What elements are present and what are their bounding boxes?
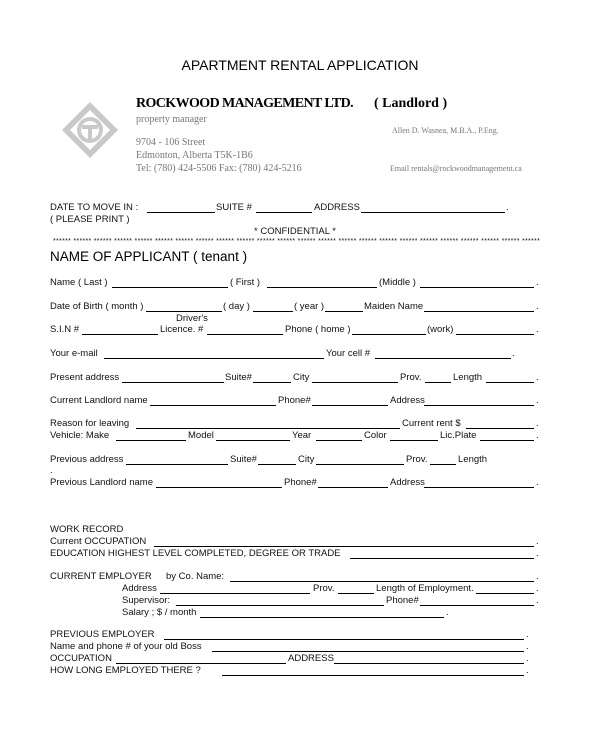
dob-month-label: Date of Birth ( month ) <box>50 301 144 312</box>
company-role: ( Landlord ) <box>374 96 448 111</box>
contact-email: Email rentals@rockwoodmanagement.ca <box>390 164 522 173</box>
current-rent-field[interactable] <box>466 428 534 429</box>
sin-label: S.I.N # <box>50 324 80 335</box>
company-address-line1: 9704 - 106 Street <box>136 137 206 148</box>
line-end-dot: . <box>536 583 539 594</box>
vehicle-plate-label: Lic.Plate <box>440 430 477 441</box>
line-end-dot: . <box>536 372 539 383</box>
present-address-label: Present address <box>50 372 120 383</box>
dob-year-label: ( year ) <box>294 301 325 312</box>
sin-field[interactable] <box>82 334 158 335</box>
move-in-address-field[interactable] <box>361 212 505 213</box>
name-middle-label: (Middle ) <box>379 277 416 288</box>
drivers-label: Driver's <box>176 313 208 324</box>
vehicle-model-field[interactable] <box>216 440 290 441</box>
cell-field[interactable] <box>375 358 511 359</box>
licence-label: Licence. # <box>160 324 204 335</box>
confidential-label: * CONFIDENTIAL * <box>254 226 336 237</box>
line-end-dot: . <box>536 418 539 429</box>
present-prov-label: Prov. <box>400 372 422 383</box>
prev-landlord-label: Previous Landlord name <box>50 477 153 488</box>
vehicle-make-label: Vehicle: Make <box>50 430 110 441</box>
prev-landlord-phone-field[interactable] <box>318 487 388 488</box>
prev-address-label: Previous address <box>50 454 124 465</box>
previous-employer-field[interactable] <box>164 639 524 640</box>
length-employment-field[interactable] <box>476 593 534 594</box>
vehicle-color-field[interactable] <box>390 440 438 441</box>
old-boss-field[interactable] <box>212 651 524 652</box>
prev-landlord-field[interactable] <box>156 487 282 488</box>
landlord-phone-field[interactable] <box>312 405 388 406</box>
prev-occupation-field[interactable] <box>116 663 286 664</box>
phone-home-label: Phone ( home ) <box>285 324 351 335</box>
education-field[interactable] <box>350 558 534 559</box>
line-end-dot: . <box>526 653 529 664</box>
prev-city-field[interactable] <box>316 464 404 465</box>
name-last-field[interactable] <box>112 287 228 288</box>
prev-suite-field[interactable] <box>258 464 296 465</box>
employer-phone-field[interactable] <box>420 605 534 606</box>
how-long-label: HOW LONG EMPLOYED THERE ? <box>50 665 201 676</box>
move-in-date-label: DATE TO MOVE IN : <box>50 202 139 213</box>
prev-occupation-label: OCCUPATION <box>50 653 112 664</box>
phone-work-label: (work) <box>427 324 454 335</box>
vehicle-color-label: Color <box>364 430 387 441</box>
line-end-dot: . <box>50 465 53 476</box>
prev-landlord-address-label: Address <box>390 477 425 488</box>
supervisor-field[interactable] <box>176 605 384 606</box>
line-end-dot: . <box>526 629 529 640</box>
cell-label: Your cell # <box>326 348 371 359</box>
licence-field[interactable] <box>207 334 283 335</box>
logo-diamond-icon <box>61 101 119 159</box>
line-end-dot: . <box>536 595 539 606</box>
line-end-dot: . <box>526 641 529 652</box>
phone-work-field[interactable] <box>456 334 534 335</box>
present-prov-field[interactable] <box>425 382 451 383</box>
present-city-label: City <box>293 372 310 383</box>
employer-prov-label: Prov. <box>313 583 335 594</box>
vehicle-plate-field[interactable] <box>480 440 534 441</box>
old-boss-label: Name and phone # of your old Boss <box>50 641 202 652</box>
line-end-dot: . <box>536 571 539 582</box>
prev-landlord-address-field[interactable] <box>424 487 534 488</box>
name-middle-field[interactable] <box>420 287 534 288</box>
length-employment-label: Length of Employment. <box>376 583 474 594</box>
current-employer-label: CURRENT EMPLOYER <box>50 571 152 582</box>
line-end-dot: . <box>536 277 539 288</box>
salary-label: Salary ; $ / month <box>122 607 197 618</box>
vehicle-year-field[interactable] <box>316 440 362 441</box>
education-label: EDUCATION HIGHEST LEVEL COMPLETED, DEGREE OR TRADE <box>50 548 341 559</box>
prev-prov-field[interactable] <box>430 464 456 465</box>
dob-month-field[interactable] <box>146 311 222 312</box>
line-end-dot: . <box>506 202 509 213</box>
line-end-dot: . <box>536 536 539 547</box>
landlord-address-label: Address <box>390 395 425 406</box>
landlord-phone-label: Phone# <box>278 395 311 406</box>
dob-year-field[interactable] <box>325 311 363 312</box>
star-separator: ****** ****** ****** ****** ****** ****** ****** ****** ****** ****** ****** ****** ****** ****** ****** ****** ****** ****** ****** ****** ****** ****** ****** ****** <box>53 238 541 245</box>
move-in-suite-field[interactable] <box>256 212 312 213</box>
vehicle-model-label: Model <box>188 430 214 441</box>
prev-prov-label: Prov. <box>406 454 428 465</box>
line-end-dot: . <box>512 348 515 359</box>
present-city-field[interactable] <box>312 382 398 383</box>
company-address-line2: Edmonton, Alberta T5K-1B6 <box>136 150 253 161</box>
line-end-dot: . <box>536 395 539 406</box>
employer-prov-field[interactable] <box>338 593 374 594</box>
name-first-field[interactable] <box>267 287 377 288</box>
line-end-dot: . <box>536 477 539 488</box>
present-suite-field[interactable] <box>253 382 291 383</box>
present-address-field[interactable] <box>122 382 224 383</box>
phone-home-field[interactable] <box>352 334 426 335</box>
current-rent-label: Current rent $ <box>402 418 461 429</box>
contact-name: Allen D. Wasnea, M.B.A., P.Eng. <box>392 126 499 135</box>
previous-employer-label: PREVIOUS EMPLOYER <box>50 629 155 640</box>
employer-phone-label: Phone# <box>386 595 419 606</box>
reason-leaving-label: Reason for leaving <box>50 418 130 429</box>
line-end-dot: . <box>526 665 529 676</box>
company-name: ROCKWOOD MANAGEMENT LTD. <box>136 96 354 111</box>
maiden-name-field[interactable] <box>424 311 534 312</box>
line-end-dot: . <box>536 301 539 312</box>
prev-landlord-phone-label: Phone# <box>284 477 317 488</box>
current-landlord-field[interactable] <box>150 405 276 406</box>
email-label: Your e-mail <box>50 348 98 359</box>
move-in-suite-label: SUITE # <box>216 202 252 213</box>
maiden-name-label: Maiden Name <box>364 301 424 312</box>
landlord-address-field[interactable] <box>424 405 534 406</box>
salary-field[interactable] <box>200 617 444 618</box>
company-subtitle: property manager <box>136 114 207 125</box>
move-in-address-label: ADDRESS <box>314 202 360 213</box>
email-field[interactable] <box>104 358 324 359</box>
reason-leaving-field[interactable] <box>136 428 400 429</box>
prev-address-field[interactable] <box>126 464 228 465</box>
work-record-heading: WORK RECORD <box>50 524 124 535</box>
current-occupation-field[interactable] <box>154 546 534 547</box>
dob-day-field[interactable] <box>253 311 293 312</box>
current-occupation-label: Current OCCUPATION <box>50 536 147 547</box>
supervisor-label: Supervisor: <box>122 595 171 606</box>
line-end-dot: . <box>536 430 539 441</box>
prev-city-label: City <box>298 454 315 465</box>
line-end-dot: . <box>536 324 539 335</box>
prev-employer-address-field[interactable] <box>334 663 524 664</box>
name-last-label: Name ( Last ) <box>50 277 108 288</box>
present-length-field[interactable] <box>486 382 534 383</box>
vehicle-make-field[interactable] <box>116 440 186 441</box>
vehicle-year-label: Year <box>292 430 312 441</box>
applicant-heading: NAME OF APPLICANT ( tenant ) <box>50 249 248 264</box>
name-first-label: ( First ) <box>230 277 261 288</box>
employer-address-label: Address <box>122 583 157 594</box>
how-long-field[interactable] <box>222 675 524 676</box>
current-landlord-label: Current Landlord name <box>50 395 148 406</box>
prev-employer-address-label: ADDRESS <box>288 653 334 664</box>
please-print-note: ( PLEASE PRINT ) <box>50 214 130 225</box>
prev-length-label: Length <box>458 454 488 465</box>
company-phone-fax: Tel: (780) 424-5506 Fax: (780) 424-5216 <box>136 163 302 174</box>
page-title: APARTMENT RENTAL APPLICATION <box>181 57 419 73</box>
line-end-dot: . <box>446 607 449 618</box>
line-end-dot: . <box>536 548 539 559</box>
present-suite-label: Suite# <box>225 372 252 383</box>
move-in-date-field[interactable] <box>147 212 215 213</box>
prev-suite-label: Suite# <box>230 454 257 465</box>
co-name-field[interactable] <box>230 581 534 582</box>
present-length-label: Length <box>453 372 483 383</box>
company-logo <box>61 101 119 159</box>
co-name-label: by Co. Name: <box>166 571 225 582</box>
employer-address-field[interactable] <box>160 593 310 594</box>
dob-day-label: ( day ) <box>223 301 250 312</box>
